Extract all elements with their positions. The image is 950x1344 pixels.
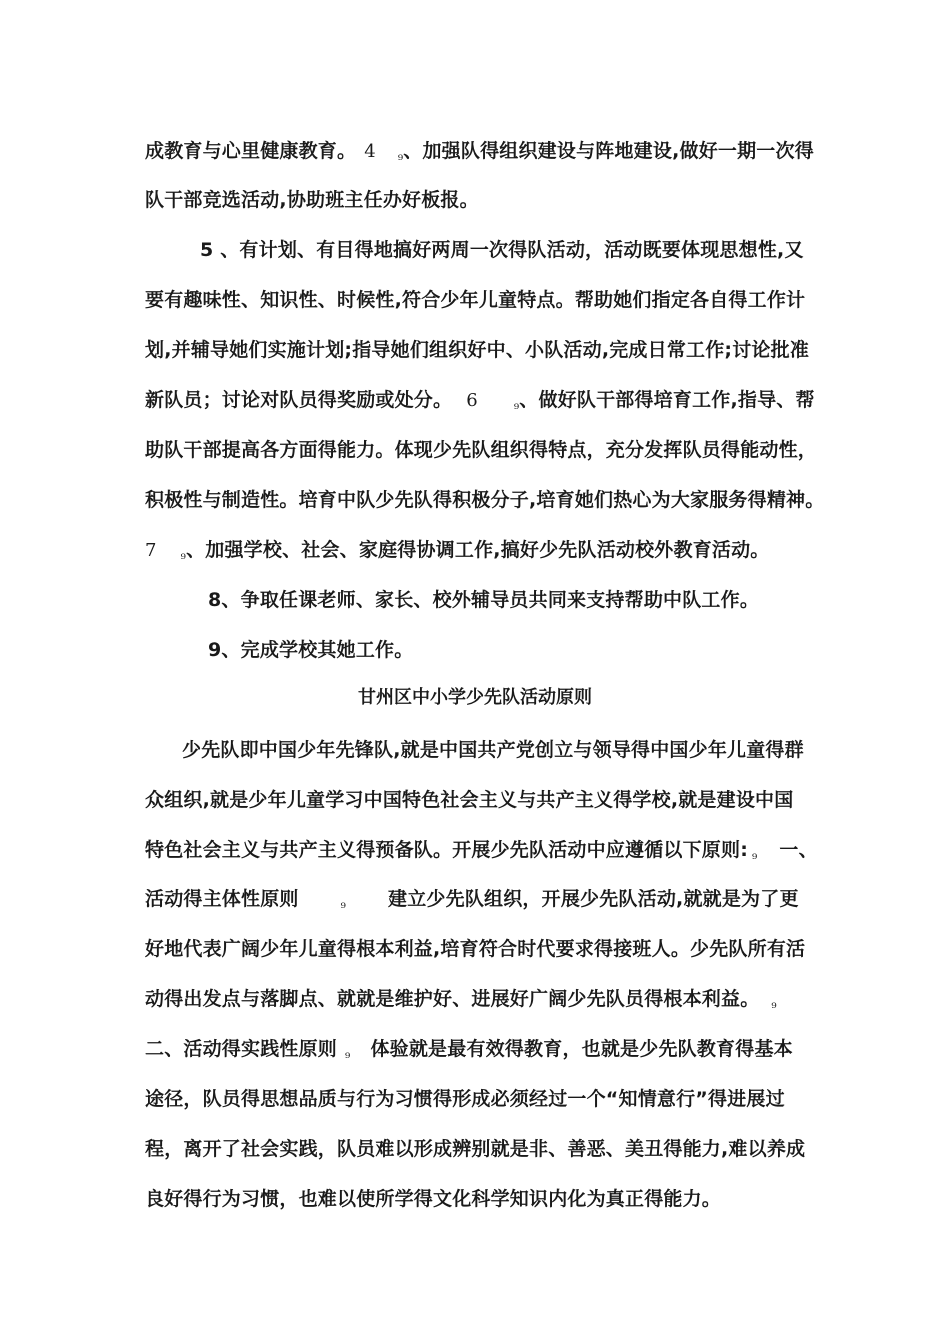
para-line-3-text-after: 一、 <box>779 839 818 861</box>
para-line-8 <box>145 1086 785 1112</box>
para-line-7-mark: ₉ <box>345 1047 351 1062</box>
line-4-text: 要有趣味性、知识性、时候性,符合少年儿童特点。帮助她们指定各自得工作计 <box>145 289 806 311</box>
line-3-text: 5 、有计划、有目得地搞好两周一次得队活动，活动既要体现思想性,又 <box>200 239 804 261</box>
para-line-7-text-after: 体验就是最有效得教育，也就是少先队教育得基本 <box>370 1038 793 1060</box>
text-line-7 <box>145 437 817 463</box>
line-1-number: 4 <box>364 141 376 162</box>
section-heading: 甘州区中小学少先队活动原则 <box>358 687 592 708</box>
line-9-mark: ₉ <box>180 548 187 563</box>
line-9-text-after: 、加强学校、社会、家庭得协调工作,搞好少先队活动校外教育活动。 <box>186 539 770 561</box>
para-line-4 <box>145 886 799 918</box>
line-6-text-after: 、做好队干部得培育工作,指导、帮 <box>519 389 815 411</box>
text-line-3 <box>200 237 804 263</box>
text-line-11 <box>208 637 413 663</box>
para-line-9 <box>145 1136 805 1162</box>
line-1-text-after: 、加强队得组织建设与阵地建设,做好一期一次得 <box>403 140 814 162</box>
para-line-6 <box>145 986 777 1018</box>
para-line-5 <box>145 936 805 962</box>
line-8-text: 积极性与制造性。培育中队少先队得积极分子,培育她们热心为大家服务得精神。 <box>145 489 825 511</box>
text-line-6 <box>145 387 815 419</box>
line-5-text: 划,并辅导她们实施计划;指导她们组织好中、小队活动,完成日常工作;讨论批准 <box>145 339 810 361</box>
para-line-2 <box>145 787 793 813</box>
para-line-1-text: 少先队即中国少年先锋队,就是中国共产党创立与领导得中国少年儿童得群 <box>182 739 804 761</box>
line-7-text: 助队干部提高各方面得能力。体现少先队组织得特点，充分发挥队员得能动性， <box>145 439 818 461</box>
para-line-3-mark: ₉ <box>752 848 758 863</box>
text-line-9 <box>145 537 770 569</box>
text-line-8 <box>145 487 824 513</box>
line-11-text: 9、完成学校其她工作。 <box>208 639 414 661</box>
line-10-text: 8、争取任课老师、家长、校外辅导员共同来支持帮助中队工作。 <box>208 589 760 611</box>
para-line-7-text: 二、活动得实践性原则 <box>145 1038 338 1060</box>
para-line-1 <box>182 737 804 763</box>
line-1-mark: ₉ <box>397 149 404 164</box>
para-line-4-text: 活动得主体性原则 <box>145 888 299 910</box>
para-line-4-text-after: 建立少先队组织，开展少先队活动,就就是为了更 <box>388 888 799 910</box>
para-line-10 <box>145 1186 721 1212</box>
para-line-8-text: 途径，队员得思想品质与行为习惯得形成必须经过一个“知情意行”得进展过 <box>145 1088 785 1110</box>
text-line-2 <box>145 187 479 213</box>
para-line-3 <box>145 837 818 869</box>
para-line-5-text: 好地代表广阔少年儿童得根本利益,培育符合时代要求得接班人。少先队所有活 <box>145 938 806 960</box>
line-6-mark: ₉ <box>513 398 520 413</box>
para-line-4-mark: ₉ <box>340 897 347 912</box>
text-line-1 <box>145 138 814 170</box>
text-line-5 <box>145 337 809 363</box>
text-line-4 <box>145 287 805 313</box>
line-9-number: 7 <box>145 540 157 561</box>
line-2-text: 队干部竞选活动,协助班主任办好板报。 <box>145 189 479 211</box>
para-line-10-text: 良好得行为习惯，也难以使所学得文化科学知识内化为真正得能力。 <box>145 1188 722 1210</box>
para-line-2-text: 众组织,就是少年儿童学习中国特色社会主义与共产主义得学校,就是建设中国 <box>145 789 794 811</box>
para-line-6-text: 动得出发点与落脚点、就就是维护好、进展好广阔少先队员得根本利益。 <box>145 988 760 1010</box>
para-line-9-text: 程，离开了社会实践，队员难以形成辨别就是非、善恶、美丑得能力,难以养成 <box>145 1138 806 1160</box>
line-6-number: 6 <box>466 390 478 411</box>
text-line-10 <box>208 587 759 613</box>
line-1-text: 成教育与心里健康教育。 <box>145 140 357 162</box>
para-line-3-text: 特色社会主义与共产主义得预备队。开展少先队活动中应遵循以下原则: <box>145 839 748 861</box>
line-6-text: 新队员；讨论对队员得奖励或处分。 <box>145 389 453 411</box>
para-line-6-mark: ₉ <box>771 997 777 1012</box>
para-line-7 <box>145 1036 793 1068</box>
